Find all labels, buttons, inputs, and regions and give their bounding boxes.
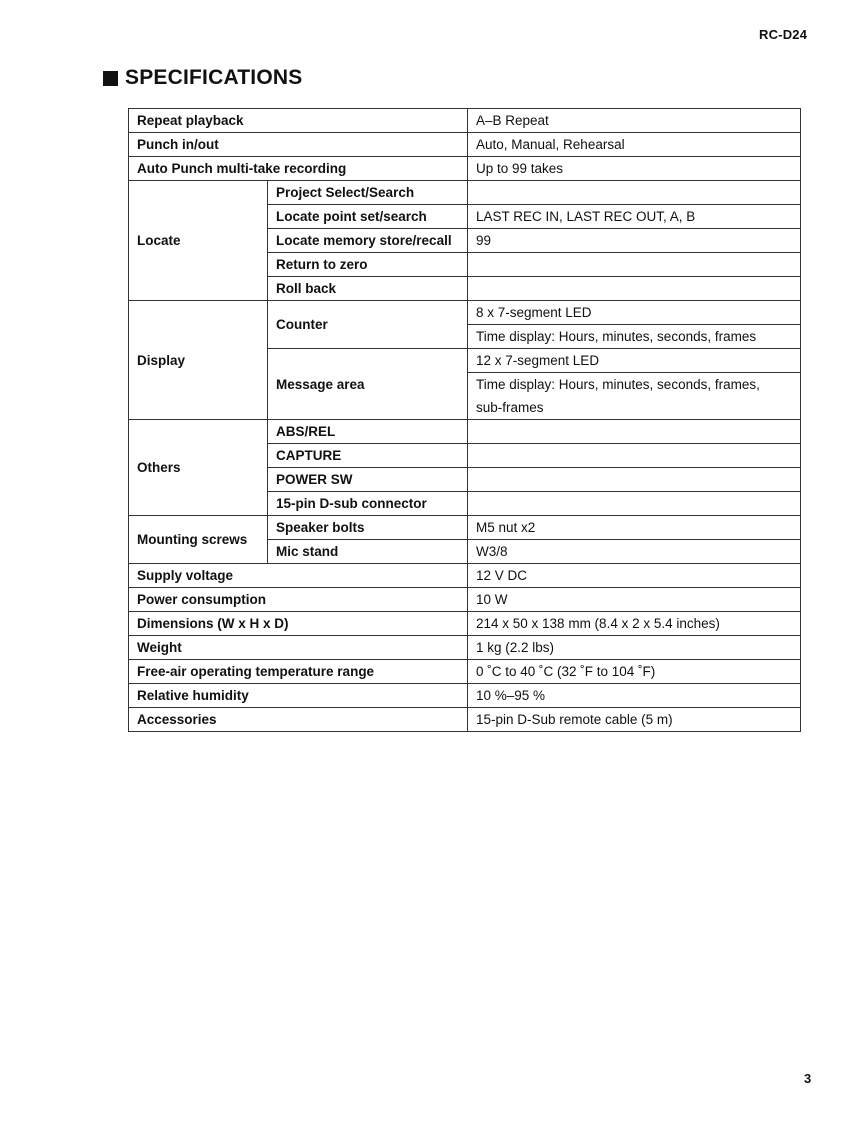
spec-group-label: Mounting screws	[129, 516, 268, 564]
spec-value	[468, 181, 801, 205]
spec-group-label: Locate	[129, 181, 268, 301]
specifications-table	[128, 108, 801, 732]
spec-group-label: Display	[129, 301, 268, 420]
model-number: RC-D24	[759, 27, 808, 42]
spec-sublabel: POWER SW	[268, 468, 468, 492]
spec-label: Supply voltage	[129, 564, 468, 588]
spec-value: 214 x 50 x 138 mm (8.4 x 2 x 5.4 inches)	[468, 612, 801, 636]
spec-sublabel: 15-pin D-sub connector	[268, 492, 468, 516]
spec-value: A–B Repeat	[468, 109, 801, 133]
spec-value: 99	[468, 229, 801, 253]
table-row	[129, 109, 801, 133]
spec-sublabel: Locate point set/search	[268, 205, 468, 229]
section-title: SPECIFICATIONS	[125, 66, 303, 89]
spec-sublabel: Project Select/Search	[268, 181, 468, 205]
spec-sublabel: Locate memory store/recall	[268, 229, 468, 253]
table-row	[129, 612, 801, 636]
table-row	[129, 684, 801, 708]
table-row	[129, 636, 801, 660]
spec-value: LAST REC IN, LAST REC OUT, A, B	[468, 205, 801, 229]
spec-label: Weight	[129, 636, 468, 660]
spec-value	[468, 492, 801, 516]
spec-value: Up to 99 takes	[468, 157, 801, 181]
spec-value: 15-pin D-Sub remote cable (5 m)	[468, 708, 801, 732]
spec-label: Punch in/out	[129, 133, 468, 157]
spec-group-label: Others	[129, 420, 268, 516]
spec-label: Accessories	[129, 708, 468, 732]
section-heading	[103, 66, 302, 90]
spec-value: 8 x 7-segment LED	[468, 301, 801, 325]
spec-value: 12 V DC	[468, 564, 801, 588]
spec-sublabel: Roll back	[268, 277, 468, 301]
spec-value: 12 x 7-segment LED	[468, 349, 801, 373]
spec-sublabel: CAPTURE	[268, 444, 468, 468]
spec-value	[468, 420, 801, 444]
table-row	[129, 660, 801, 684]
table-row	[129, 420, 801, 444]
spec-sublabel: Mic stand	[268, 540, 468, 564]
spec-sublabel: Counter	[268, 301, 468, 349]
square-bullet-icon	[103, 71, 118, 86]
spec-label: Power consumption	[129, 588, 468, 612]
spec-value: M5 nut x2	[468, 516, 801, 540]
spec-label: Dimensions (W x H x D)	[129, 612, 468, 636]
spec-value: 1 kg (2.2 lbs)	[468, 636, 801, 660]
spec-label: Relative humidity	[129, 684, 468, 708]
spec-sublabel: ABS/REL	[268, 420, 468, 444]
spec-value: 0 ˚C to 40 ˚C (32 ˚F to 104 ˚F)	[468, 660, 801, 684]
table-row	[129, 516, 801, 540]
spec-value	[468, 444, 801, 468]
table-row	[129, 181, 801, 205]
spec-value	[468, 468, 801, 492]
table-row	[129, 708, 801, 732]
spec-value: sub-frames	[468, 396, 801, 420]
spec-value: W3/8	[468, 540, 801, 564]
spec-value	[468, 253, 801, 277]
spec-value: Auto, Manual, Rehearsal	[468, 133, 801, 157]
spec-value: Time display: Hours, minutes, seconds, frames	[468, 325, 801, 349]
spec-sublabel: Speaker bolts	[268, 516, 468, 540]
spec-value: Time display: Hours, minutes, seconds, frames,	[468, 373, 801, 397]
spec-label: Repeat playback	[129, 109, 468, 133]
table-row	[129, 588, 801, 612]
spec-value: 10 %–95 %	[468, 684, 801, 708]
table-row	[129, 301, 801, 325]
table-row	[129, 564, 801, 588]
table-row	[129, 157, 801, 181]
spec-sublabel: Message area	[268, 349, 468, 420]
page-number: 3	[804, 1071, 812, 1086]
spec-sublabel: Return to zero	[268, 253, 468, 277]
table-row	[129, 133, 801, 157]
spec-label: Free-air operating temperature range	[129, 660, 468, 684]
spec-label: Auto Punch multi-take recording	[129, 157, 468, 181]
spec-value: 10 W	[468, 588, 801, 612]
spec-value	[468, 277, 801, 301]
